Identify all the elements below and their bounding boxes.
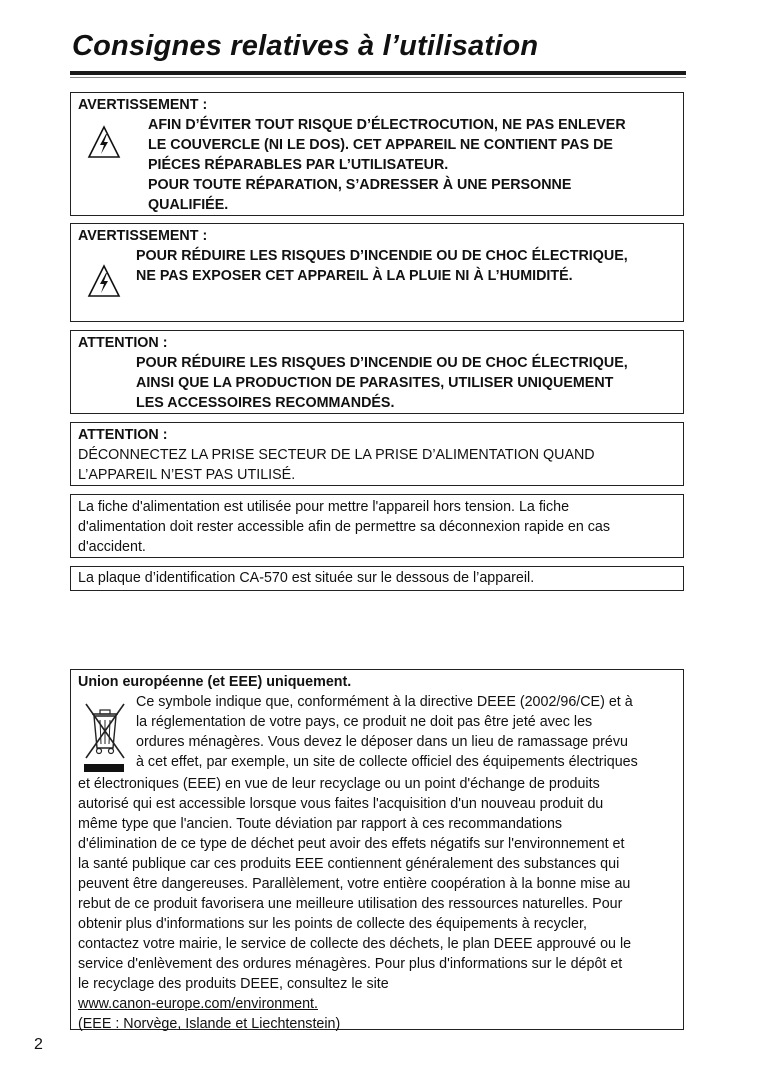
title-rule [70,71,686,75]
warning-box-electrocution [70,92,684,216]
attention-line: POUR RÉDUIRE LES RISQUES D’INCENDIE OU DE CHOC ÉLECTRIQUE, [136,355,628,371]
crossed-bin-icon [78,696,130,774]
warning-line: NE PAS EXPOSER CET APPAREIL À LA PLUIE NI À L’HUMIDITÉ. [136,268,573,284]
attention-line: LES ACCESSOIRES RECOMMANDÉS. [136,395,395,411]
weee-line: et électroniques (EEE) en vue de leur recyclage ou un point d'échange de produits [78,776,600,792]
warning-line: POUR TOUTE RÉPARATION, S’ADRESSER À UNE PERSONNE [148,177,572,193]
weee-line: même type que l'ancien. Toute déviation par rapport à ces recommandations [78,816,563,832]
attention-heading: ATTENTION : [78,335,168,351]
weee-line: contactez votre mairie, le service de collecte des déchets, le plan DEEE approuvé ou le [78,936,632,952]
environment-link[interactable]: www.canon-europe.com/environment. [78,996,318,1012]
electric-shock-warning-icon [87,264,121,298]
warning-box-humidity [70,223,684,322]
weee-line: ordures ménagères. Vous devez le déposer dans un lieu de ramassage prévu [136,734,628,750]
attention-box-accessories [70,330,684,414]
weee-line: la santé publique car ces produits EEE contiennent généralement des substances qui [78,856,620,872]
weee-line: rebut de ce produit favorisera une meilleure utilisation des ressources naturelles. Pour [78,896,623,912]
note-line: La fiche d'alimentation est utilisée pour mettre l'appareil hors tension. La fiche [78,499,570,515]
title-rule-thin [70,77,686,78]
warning-line: QUALIFIÉE. [148,197,229,213]
weee-footnote: (EEE : Norvège, Islande et Liechtenstein) [78,1016,341,1032]
warning-line: POUR RÉDUIRE LES RISQUES D’INCENDIE OU DE CHOC ÉLECTRIQUE, [136,248,628,264]
id-plate-note [70,566,684,591]
weee-heading: Union européenne (et EEE) uniquement. [78,674,352,690]
note-line: d'alimentation doit rester accessible afin de permettre sa déconnexion rapide en cas [78,519,611,535]
note-line: d'accident. [78,539,146,555]
attention-line: AINSI QUE LA PRODUCTION DE PARASITES, UTILISER UNIQUEMENT [136,375,614,391]
weee-line: d'élimination de ce type de déchet peut avoir des effets négatifs sur l'environnement et [78,836,625,852]
electric-shock-warning-icon [87,125,121,159]
weee-line: à cet effet, par exemple, un site de collecte officiel des équipements électriques [136,754,638,770]
page-title: Consignes relatives à l’utilisation [72,30,539,62]
weee-line: autorisé qui est accessible lorsque vous faites l'acquisition d'un nouveau produit du [78,796,604,812]
page-number: 2 [34,1036,43,1053]
weee-symbol [78,696,130,774]
warning-heading: AVERTISSEMENT : [78,97,208,113]
attention-heading: ATTENTION : [78,427,168,443]
weee-line: le recyclage des produits DEEE, consultez le site [78,976,389,992]
weee-line: la réglementation de votre pays, ce produit ne doit pas être jeté avec les [136,714,593,730]
attention-line: L’APPAREIL N’EST PAS UTILISÉ. [78,467,296,483]
attention-line: DÉCONNECTEZ LA PRISE SECTEUR DE LA PRISE D’ALIMENTATION QUAND [78,447,595,463]
weee-line: obtenir plus d'informations sur les points de collecte des équipements à recycler, [78,916,587,932]
weee-line: peuvent être dangereuses. Parallèlement, votre entière coopération à la bonne mise au [78,876,631,892]
warning-line: LE COUVERCLE (NI LE DOS). CET APPAREIL NE CONTIENT PAS DE [148,137,613,153]
weee-line: service d'enlèvement des ordures ménagères. Pour plus d'informations sur le dépôt et [78,956,623,972]
warning-heading: AVERTISSEMENT : [78,228,208,244]
power-plug-note [70,494,684,558]
note-line: La plaque d’identification CA-570 est située sur le dessous de l’appareil. [78,570,535,586]
warning-line: AFIN D’ÉVITER TOUT RISQUE D’ÉLECTROCUTION, NE PAS ENLEVER [148,117,626,133]
warning-line: PIÉCES RÉPARABLES PAR L’UTILISATEUR. [148,157,449,173]
weee-line: Ce symbole indique que, conformément à la directive DEEE (2002/96/CE) et à [136,694,633,710]
weee-notice-box [70,669,684,1030]
attention-box-unplug [70,422,684,486]
